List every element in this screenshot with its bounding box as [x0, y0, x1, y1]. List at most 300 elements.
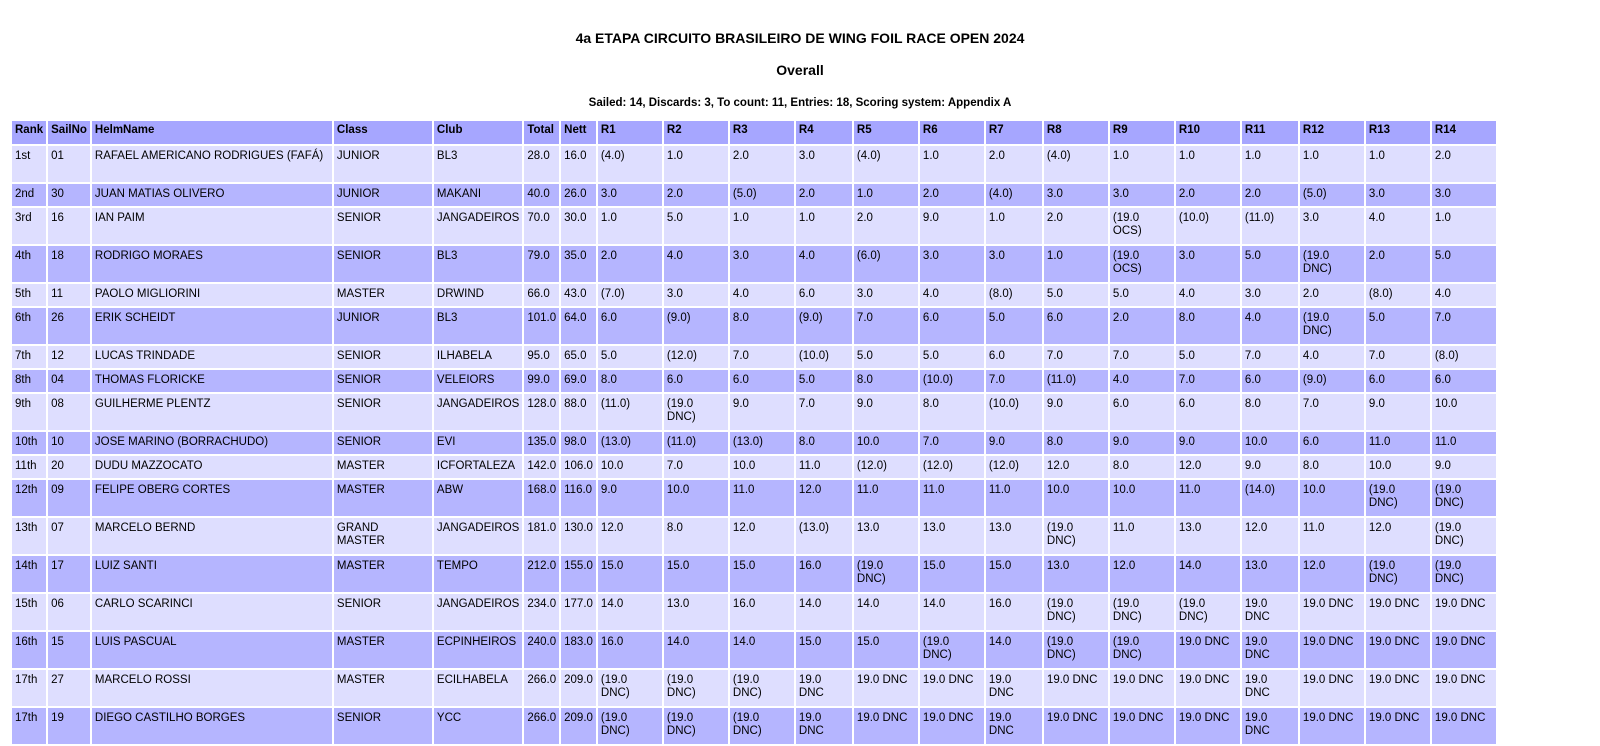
race-score-cell: 11.0: [1300, 518, 1364, 554]
race-score-cell: 19.0 DNC: [1176, 708, 1240, 744]
race-score-cell: 19.0 DNC: [1366, 670, 1430, 706]
helm-name-cell: JOSE MARINO (BORRACHUDO): [92, 432, 332, 454]
race-score-cell: 5.0: [920, 346, 984, 368]
race-score-cell: 1.0: [854, 184, 918, 206]
race-score-cell: 9.0: [730, 394, 794, 430]
total-cell: 95.0: [524, 346, 559, 368]
nett-cell: 43.0: [561, 284, 596, 306]
race-score-cell: 7.0: [920, 432, 984, 454]
table-row: [12, 432, 1496, 454]
race-score-cell: (19.0 DNC): [1366, 556, 1430, 592]
race-score-cell: 11.0: [796, 456, 852, 478]
race-score-cell: 7.0: [1300, 394, 1364, 430]
nett-cell: 209.0: [561, 670, 596, 706]
rank-cell: 10th: [12, 432, 46, 454]
club-cell: BL3: [434, 146, 522, 182]
race-score-cell: 10.0: [730, 456, 794, 478]
race-score-cell: 2.0: [730, 146, 794, 182]
race-score-cell: 19.0 DNC: [1242, 708, 1298, 744]
race-score-cell: 15.0: [598, 556, 662, 592]
race-score-cell: 5.0: [1176, 346, 1240, 368]
race-score-cell: 4.0: [1432, 284, 1496, 306]
class-cell: MASTER: [334, 632, 432, 668]
sail-number-cell: 17: [48, 556, 90, 592]
total-cell: 135.0: [524, 432, 559, 454]
helm-name-cell: LUIS PASCUAL: [92, 632, 332, 668]
total-cell: 266.0: [524, 708, 559, 744]
race-score-cell: (19.0 DNC): [920, 632, 984, 668]
class-cell: JUNIOR: [334, 146, 432, 182]
race-score-cell: 10.0: [1110, 480, 1174, 516]
race-score-cell: 7.0: [854, 308, 918, 344]
race-score-cell: 4.0: [796, 246, 852, 282]
race-score-cell: 3.0: [1176, 246, 1240, 282]
club-cell: DRWIND: [434, 284, 522, 306]
table-row: [12, 480, 1496, 516]
race-score-cell: 19.0 DNC: [796, 708, 852, 744]
helm-name-cell: FELIPE OBERG CORTES: [92, 480, 332, 516]
table-row: [12, 146, 1496, 182]
column-header: Nett: [561, 121, 596, 144]
nett-cell: 98.0: [561, 432, 596, 454]
race-score-cell: 1.0: [1366, 146, 1430, 182]
rank-cell: 7th: [12, 346, 46, 368]
race-score-cell: 5.0: [986, 308, 1042, 344]
helm-name-cell: RODRIGO MORAES: [92, 246, 332, 282]
sail-number-cell: 06: [48, 594, 90, 630]
table-row: [12, 308, 1496, 344]
club-cell: JANGADEIROS: [434, 394, 522, 430]
race-score-cell: (4.0): [854, 146, 918, 182]
column-header: R6: [920, 121, 984, 144]
column-header: Class: [334, 121, 432, 144]
race-score-cell: 15.0: [986, 556, 1042, 592]
race-score-cell: 19.0 DNC: [1432, 594, 1496, 630]
page-title: 4a ETAPA CIRCUITO BRASILEIRO DE WING FOIL RACE OPEN 2024: [575, 30, 1025, 46]
helm-name-cell: GUILHERME PLENTZ: [92, 394, 332, 430]
helm-name-cell: LUCAS TRINDADE: [92, 346, 332, 368]
race-score-cell: 19.0 DNC: [920, 708, 984, 744]
race-score-cell: 14.0: [854, 594, 918, 630]
race-score-cell: (11.0): [1044, 370, 1108, 392]
race-score-cell: 8.0: [1110, 456, 1174, 478]
column-header: R1: [598, 121, 662, 144]
race-score-cell: 13.0: [1176, 518, 1240, 554]
race-score-cell: 15.0: [664, 556, 728, 592]
race-score-cell: 11.0: [986, 480, 1042, 516]
race-score-cell: 1.0: [1432, 208, 1496, 244]
race-score-cell: (9.0): [664, 308, 728, 344]
page-subtitle: Overall: [776, 62, 824, 78]
column-header: R5: [854, 121, 918, 144]
race-score-cell: 19.0 DNC: [1110, 708, 1174, 744]
race-score-cell: 3.0: [730, 246, 794, 282]
column-header: R12: [1300, 121, 1364, 144]
race-score-cell: 10.0: [854, 432, 918, 454]
race-score-cell: (14.0): [1242, 480, 1298, 516]
race-score-cell: 14.0: [598, 594, 662, 630]
race-score-cell: (11.0): [598, 394, 662, 430]
race-score-cell: 10.0: [1242, 432, 1298, 454]
class-cell: SENIOR: [334, 432, 432, 454]
race-score-cell: (19.0 DNC): [730, 708, 794, 744]
race-score-cell: 19.0 DNC: [1242, 670, 1298, 706]
race-score-cell: 19.0 DNC: [1242, 594, 1298, 630]
table-row: [12, 670, 1496, 706]
rank-cell: 6th: [12, 308, 46, 344]
race-score-cell: 4.0: [664, 246, 728, 282]
race-score-cell: 14.0: [796, 594, 852, 630]
column-header: R9: [1110, 121, 1174, 144]
race-score-cell: 3.0: [986, 246, 1042, 282]
table-row: [12, 370, 1496, 392]
race-score-cell: (19.0 DNC): [598, 708, 662, 744]
class-cell: MASTER: [334, 480, 432, 516]
race-score-cell: 19.0 DNC: [1044, 670, 1108, 706]
race-score-cell: 9.0: [1176, 432, 1240, 454]
rank-cell: 15th: [12, 594, 46, 630]
race-score-cell: (19.0 DNC): [1366, 480, 1430, 516]
race-score-cell: 6.0: [730, 370, 794, 392]
club-cell: MAKANI: [434, 184, 522, 206]
race-score-cell: (10.0): [920, 370, 984, 392]
race-score-cell: (11.0): [1242, 208, 1298, 244]
nett-cell: 64.0: [561, 308, 596, 344]
club-cell: BL3: [434, 308, 522, 344]
helm-name-cell: MARCELO ROSSI: [92, 670, 332, 706]
race-score-cell: 8.0: [1300, 456, 1364, 478]
race-score-cell: 3.0: [1110, 184, 1174, 206]
race-score-cell: 19.0 DNC: [1366, 632, 1430, 668]
sail-number-cell: 19: [48, 708, 90, 744]
column-header: R4: [796, 121, 852, 144]
race-score-cell: 7.0: [1044, 346, 1108, 368]
nett-cell: 30.0: [561, 208, 596, 244]
helm-name-cell: ERIK SCHEIDT: [92, 308, 332, 344]
race-score-cell: (7.0): [598, 284, 662, 306]
race-score-cell: 8.0: [796, 432, 852, 454]
table-row: [12, 394, 1496, 430]
race-score-cell: 3.0: [854, 284, 918, 306]
race-score-cell: (19.0 DNC): [1432, 480, 1496, 516]
race-score-cell: 13.0: [664, 594, 728, 630]
nett-cell: 106.0: [561, 456, 596, 478]
class-cell: SENIOR: [334, 594, 432, 630]
sail-number-cell: 12: [48, 346, 90, 368]
sail-number-cell: 18: [48, 246, 90, 282]
race-score-cell: 2.0: [796, 184, 852, 206]
race-score-cell: 1.0: [1242, 146, 1298, 182]
race-score-cell: 19.0 DNC: [1300, 670, 1364, 706]
race-score-cell: 19.0 DNC: [1176, 670, 1240, 706]
race-score-cell: 1.0: [1110, 146, 1174, 182]
race-score-cell: 3.0: [1432, 184, 1496, 206]
sail-number-cell: 01: [48, 146, 90, 182]
race-score-cell: 5.0: [598, 346, 662, 368]
header-row: [12, 121, 1496, 144]
total-cell: 142.0: [524, 456, 559, 478]
total-cell: 79.0: [524, 246, 559, 282]
race-score-cell: (13.0): [730, 432, 794, 454]
helm-name-cell: PAOLO MIGLIORINI: [92, 284, 332, 306]
race-score-cell: 1.0: [664, 146, 728, 182]
class-cell: GRAND MASTER: [334, 518, 432, 554]
race-score-cell: 16.0: [986, 594, 1042, 630]
class-cell: JUNIOR: [334, 308, 432, 344]
race-score-cell: 2.0: [1242, 184, 1298, 206]
sail-number-cell: 10: [48, 432, 90, 454]
race-score-cell: (13.0): [598, 432, 662, 454]
column-header: HelmName: [92, 121, 332, 144]
race-score-cell: 6.0: [1242, 370, 1298, 392]
race-score-cell: (19.0 DNC): [1044, 632, 1108, 668]
club-cell: EVI: [434, 432, 522, 454]
table-row: [12, 708, 1496, 744]
race-score-cell: 19.0 DNC: [1366, 594, 1430, 630]
race-score-cell: (19.0 DNC): [730, 670, 794, 706]
race-score-cell: 13.0: [1242, 556, 1298, 592]
race-score-cell: 2.0: [1044, 208, 1108, 244]
nett-cell: 183.0: [561, 632, 596, 668]
helm-name-cell: CARLO SCARINCI: [92, 594, 332, 630]
table-row: [12, 456, 1496, 478]
race-score-cell: (5.0): [1300, 184, 1364, 206]
race-score-cell: 6.0: [1300, 432, 1364, 454]
race-score-cell: 12.0: [1242, 518, 1298, 554]
club-cell: ILHABELA: [434, 346, 522, 368]
race-score-cell: 6.0: [1044, 308, 1108, 344]
club-cell: TEMPO: [434, 556, 522, 592]
total-cell: 234.0: [524, 594, 559, 630]
race-score-cell: 6.0: [1176, 394, 1240, 430]
results-body: [12, 146, 1496, 744]
race-score-cell: 14.0: [1176, 556, 1240, 592]
class-cell: JUNIOR: [334, 184, 432, 206]
race-score-cell: 1.0: [1176, 146, 1240, 182]
race-score-cell: 9.0: [1044, 394, 1108, 430]
sail-number-cell: 15: [48, 632, 90, 668]
race-score-cell: 14.0: [986, 632, 1042, 668]
race-score-cell: 19.0 DNC: [1300, 594, 1364, 630]
sail-number-cell: 20: [48, 456, 90, 478]
race-score-cell: 5.0: [854, 346, 918, 368]
class-cell: MASTER: [334, 456, 432, 478]
race-score-cell: 13.0: [854, 518, 918, 554]
race-score-cell: 10.0: [1300, 480, 1364, 516]
club-cell: YCC: [434, 708, 522, 744]
race-score-cell: 4.0: [1242, 308, 1298, 344]
race-score-cell: 4.0: [1366, 208, 1430, 244]
club-cell: ECILHABELA: [434, 670, 522, 706]
club-cell: ICFORTALEZA: [434, 456, 522, 478]
race-score-cell: (12.0): [664, 346, 728, 368]
class-cell: SENIOR: [334, 246, 432, 282]
race-score-cell: 9.0: [1366, 394, 1430, 430]
race-score-cell: 2.0: [1366, 246, 1430, 282]
club-cell: BL3: [434, 246, 522, 282]
nett-cell: 65.0: [561, 346, 596, 368]
race-score-cell: 6.0: [1366, 370, 1430, 392]
race-score-cell: 15.0: [920, 556, 984, 592]
club-cell: VELEIORS: [434, 370, 522, 392]
race-score-cell: 12.0: [1366, 518, 1430, 554]
sail-number-cell: 08: [48, 394, 90, 430]
race-score-cell: 10.0: [1432, 394, 1496, 430]
race-score-cell: (19.0 DNC): [1300, 246, 1364, 282]
race-score-cell: (19.0 DNC): [1432, 518, 1496, 554]
race-score-cell: 11.0: [730, 480, 794, 516]
race-score-cell: 2.0: [854, 208, 918, 244]
race-score-cell: (19.0 OCS): [1110, 208, 1174, 244]
nett-cell: 177.0: [561, 594, 596, 630]
race-score-cell: 9.0: [1432, 456, 1496, 478]
race-score-cell: 8.0: [854, 370, 918, 392]
race-score-cell: 6.0: [986, 346, 1042, 368]
table-row: [12, 284, 1496, 306]
race-score-cell: 5.0: [1366, 308, 1430, 344]
sail-number-cell: 11: [48, 284, 90, 306]
column-header: Total: [524, 121, 559, 144]
race-score-cell: 9.0: [920, 208, 984, 244]
race-score-cell: (19.0 DNC): [854, 556, 918, 592]
race-score-cell: 5.0: [664, 208, 728, 244]
race-score-cell: (10.0): [1176, 208, 1240, 244]
race-score-cell: 19.0 DNC: [1366, 708, 1430, 744]
total-cell: 181.0: [524, 518, 559, 554]
nett-cell: 155.0: [561, 556, 596, 592]
race-score-cell: 19.0 DNC: [1432, 670, 1496, 706]
race-score-cell: 16.0: [730, 594, 794, 630]
helm-name-cell: IAN PAIM: [92, 208, 332, 244]
race-score-cell: 19.0 DNC: [986, 708, 1042, 744]
race-score-cell: 7.0: [664, 456, 728, 478]
race-score-cell: 19.0 DNC: [1044, 708, 1108, 744]
table-row: [12, 208, 1496, 244]
race-score-cell: 11.0: [1366, 432, 1430, 454]
race-score-cell: 10.0: [1366, 456, 1430, 478]
race-score-cell: 1.0: [796, 208, 852, 244]
helm-name-cell: THOMAS FLORICKE: [92, 370, 332, 392]
race-score-cell: 5.0: [1242, 246, 1298, 282]
race-score-cell: 12.0: [1176, 456, 1240, 478]
race-score-cell: 13.0: [1044, 556, 1108, 592]
race-score-cell: 12.0: [1300, 556, 1364, 592]
table-row: [12, 346, 1496, 368]
race-score-cell: 6.0: [664, 370, 728, 392]
race-score-cell: 1.0: [986, 208, 1042, 244]
sail-number-cell: 16: [48, 208, 90, 244]
race-score-cell: 11.0: [1176, 480, 1240, 516]
race-score-cell: 19.0 DNC: [1432, 632, 1496, 668]
column-header: R14: [1432, 121, 1496, 144]
race-score-cell: 8.0: [664, 518, 728, 554]
class-cell: MASTER: [334, 284, 432, 306]
club-cell: ECPINHEIROS: [434, 632, 522, 668]
total-cell: 66.0: [524, 284, 559, 306]
race-score-cell: 4.0: [920, 284, 984, 306]
helm-name-cell: DIEGO CASTILHO BORGES: [92, 708, 332, 744]
race-score-cell: 12.0: [796, 480, 852, 516]
results-table: [10, 119, 1498, 746]
table-row: [12, 556, 1496, 592]
rank-cell: 8th: [12, 370, 46, 392]
helm-name-cell: DUDU MAZZOCATO: [92, 456, 332, 478]
total-cell: 28.0: [524, 146, 559, 182]
race-score-cell: 7.0: [1176, 370, 1240, 392]
column-header: SailNo: [48, 121, 90, 144]
race-score-cell: 12.0: [598, 518, 662, 554]
race-score-cell: 9.0: [598, 480, 662, 516]
race-score-cell: 7.0: [1432, 308, 1496, 344]
race-score-cell: 3.0: [664, 284, 728, 306]
race-score-cell: (8.0): [1366, 284, 1430, 306]
race-score-cell: (19.0 DNC): [664, 394, 728, 430]
race-score-cell: 15.0: [854, 632, 918, 668]
sail-number-cell: 26: [48, 308, 90, 344]
table-row: [12, 594, 1496, 630]
sail-number-cell: 09: [48, 480, 90, 516]
race-score-cell: 19.0 DNC: [796, 670, 852, 706]
race-score-cell: 2.0: [598, 246, 662, 282]
race-score-cell: (4.0): [986, 184, 1042, 206]
rank-cell: 11th: [12, 456, 46, 478]
nett-cell: 35.0: [561, 246, 596, 282]
race-score-cell: (8.0): [1432, 346, 1496, 368]
class-cell: SENIOR: [334, 346, 432, 368]
race-score-cell: (12.0): [920, 456, 984, 478]
rank-cell: 4th: [12, 246, 46, 282]
race-score-cell: 11.0: [854, 480, 918, 516]
helm-name-cell: MARCELO BERND: [92, 518, 332, 554]
rank-cell: 9th: [12, 394, 46, 430]
race-score-cell: 8.0: [1176, 308, 1240, 344]
race-score-cell: (12.0): [986, 456, 1042, 478]
column-header: Rank: [12, 121, 46, 144]
rank-cell: 2nd: [12, 184, 46, 206]
rank-cell: 1st: [12, 146, 46, 182]
race-score-cell: 4.0: [1300, 346, 1364, 368]
race-score-cell: 5.0: [796, 370, 852, 392]
table-row: [12, 518, 1496, 554]
race-score-cell: 19.0 DNC: [920, 670, 984, 706]
race-score-cell: 6.0: [1110, 394, 1174, 430]
club-cell: JANGADEIROS: [434, 594, 522, 630]
sail-number-cell: 27: [48, 670, 90, 706]
race-score-cell: 11.0: [1432, 432, 1496, 454]
race-score-cell: 12.0: [1110, 556, 1174, 592]
race-score-cell: 8.0: [730, 308, 794, 344]
race-score-cell: 19.0 DNC: [854, 708, 918, 744]
race-score-cell: 19.0 DNC: [1110, 670, 1174, 706]
rank-cell: 3rd: [12, 208, 46, 244]
race-score-cell: 8.0: [1044, 432, 1108, 454]
race-score-cell: (9.0): [1300, 370, 1364, 392]
total-cell: 99.0: [524, 370, 559, 392]
helm-name-cell: JUAN MATIAS OLIVERO: [92, 184, 332, 206]
race-score-cell: 10.0: [598, 456, 662, 478]
race-score-cell: 15.0: [730, 556, 794, 592]
column-header: R13: [1366, 121, 1430, 144]
race-score-cell: 19.0 DNC: [1242, 632, 1298, 668]
rank-cell: 12th: [12, 480, 46, 516]
race-score-cell: (19.0 DNC): [664, 708, 728, 744]
nett-cell: 130.0: [561, 518, 596, 554]
race-score-cell: 7.0: [730, 346, 794, 368]
class-cell: MASTER: [334, 556, 432, 592]
class-cell: SENIOR: [334, 708, 432, 744]
race-score-cell: 19.0 DNC: [1176, 632, 1240, 668]
race-score-cell: 6.0: [796, 284, 852, 306]
